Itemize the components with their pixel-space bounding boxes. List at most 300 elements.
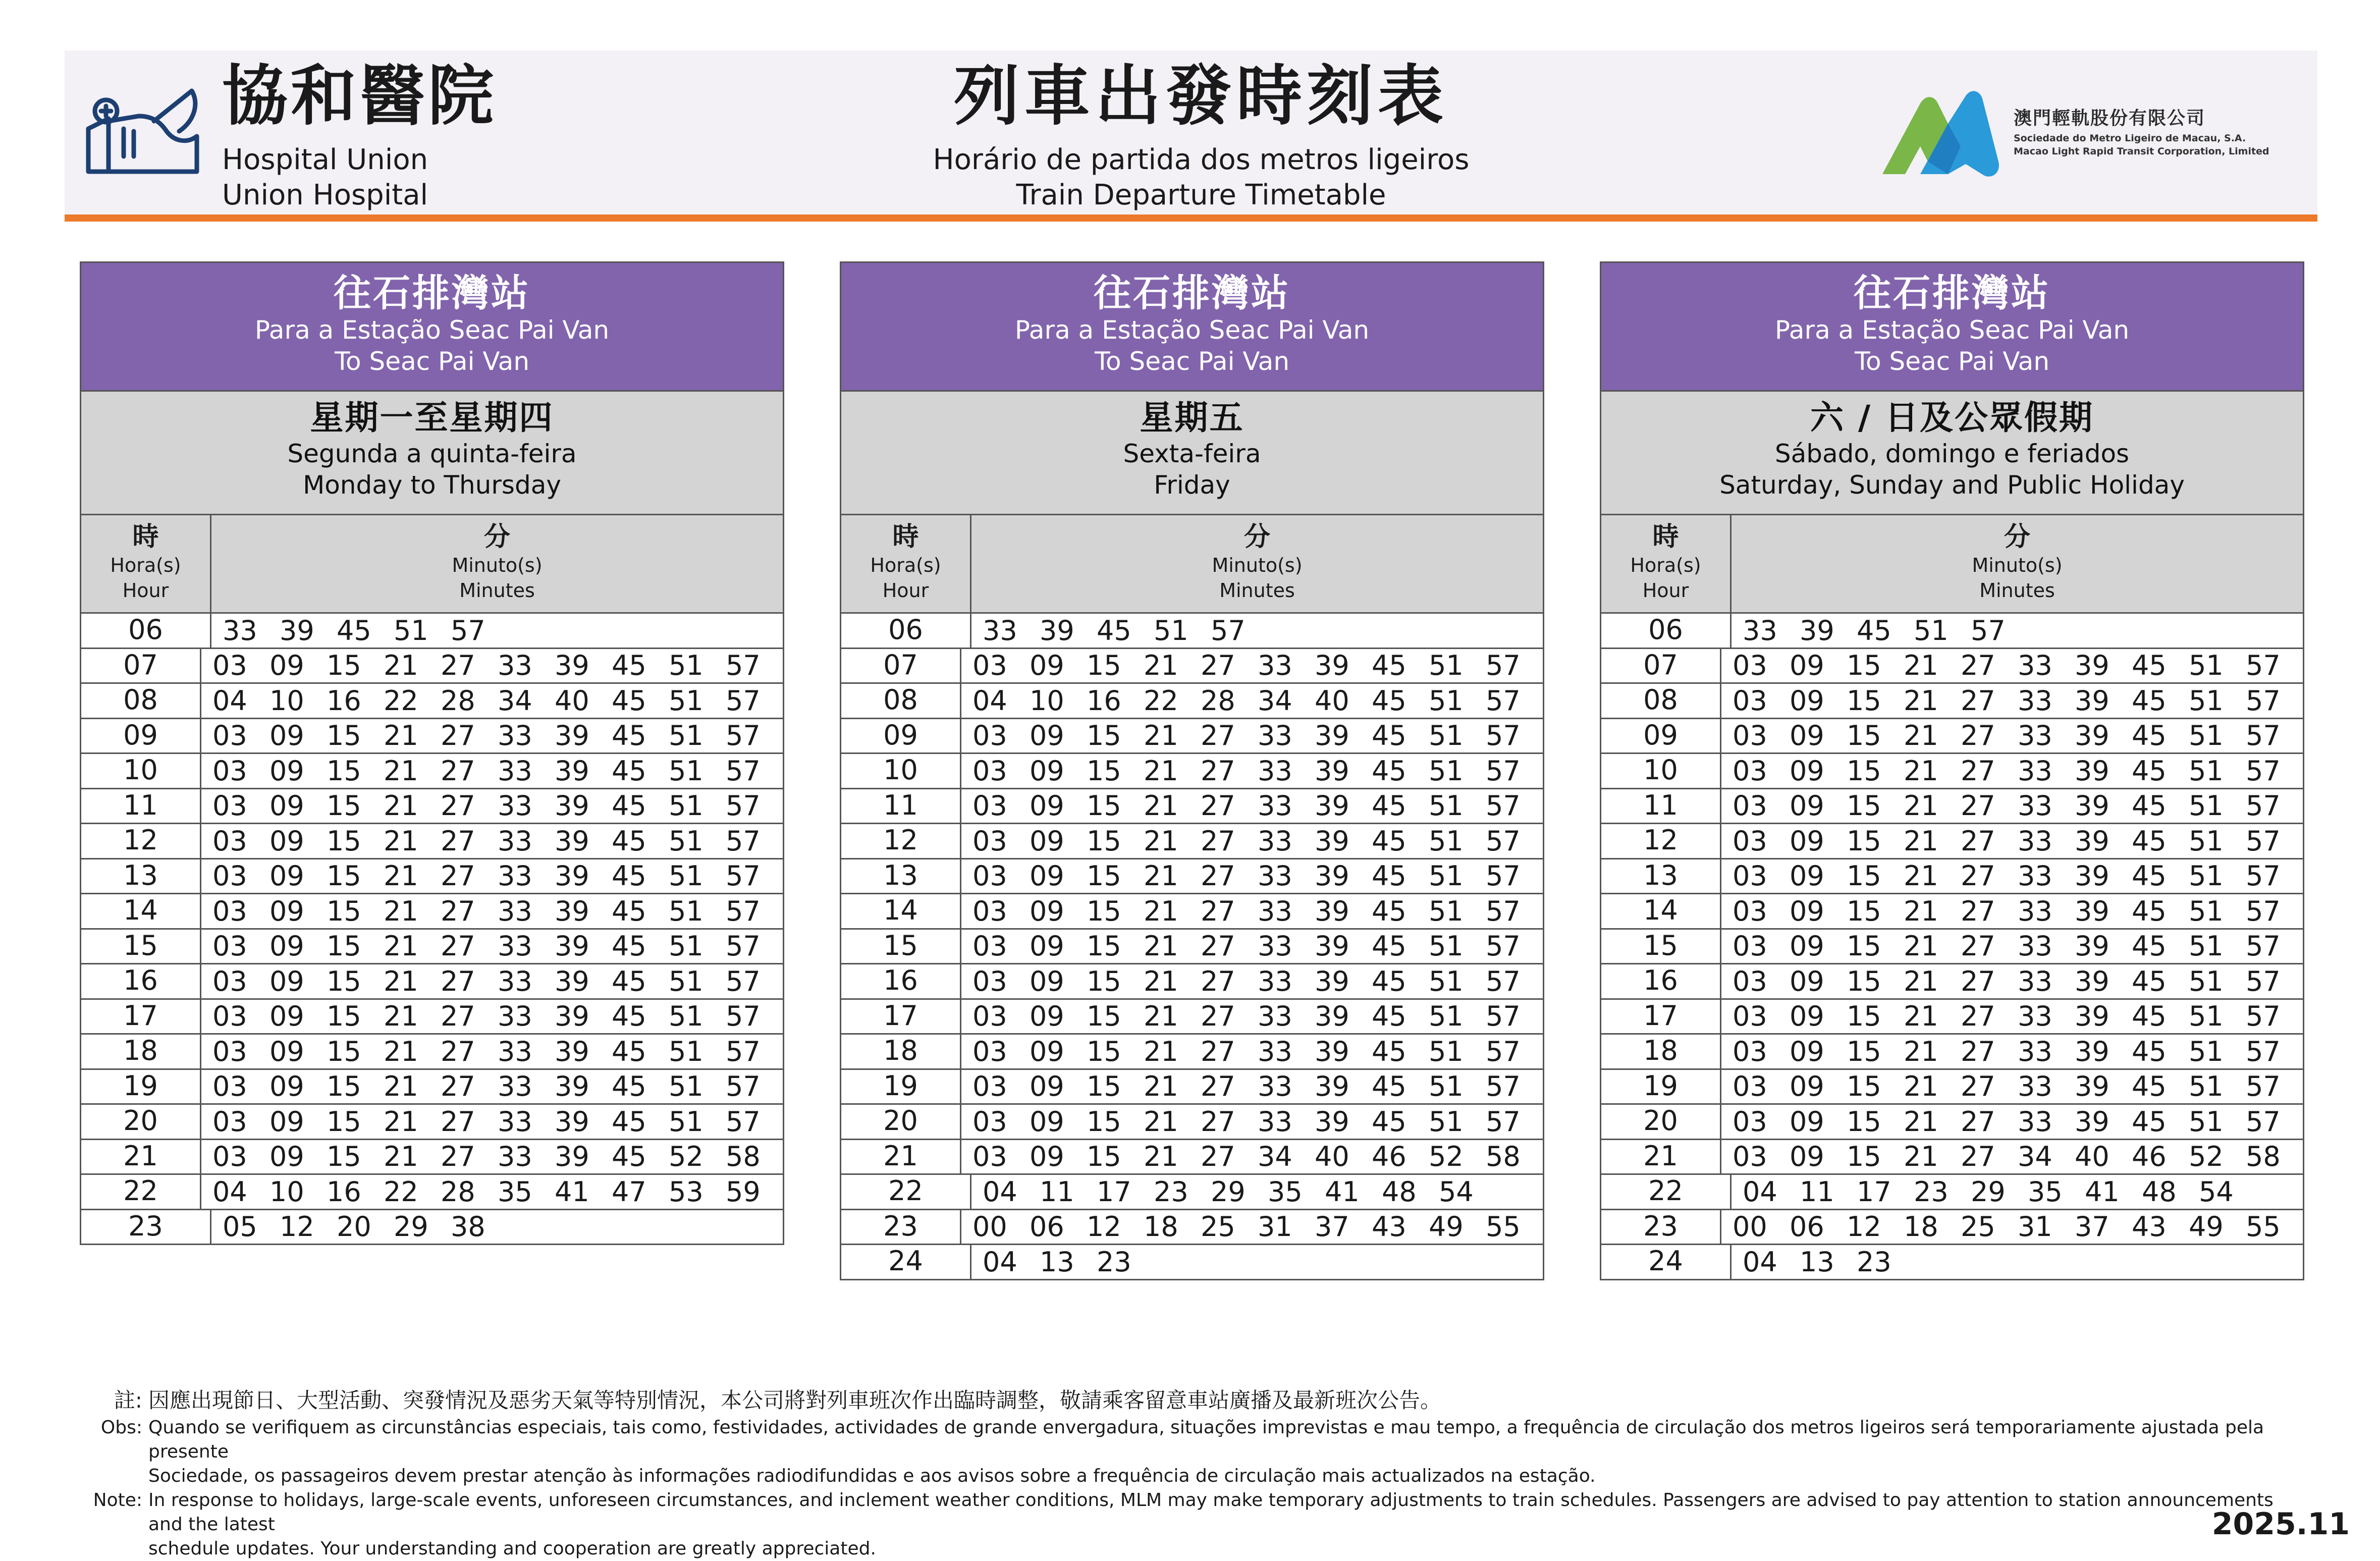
- hour-header-zh: 時: [1652, 522, 1679, 552]
- minute-value: 39: [555, 1035, 589, 1067]
- hour-cell: 13: [1601, 859, 1721, 893]
- minute-value: 45: [1372, 790, 1407, 822]
- minute-value: 39: [555, 895, 589, 927]
- minute-value: 51: [394, 614, 428, 647]
- minute-value: 45: [612, 1000, 646, 1033]
- minute-value: 57: [2246, 650, 2281, 682]
- minutes-cell: [1721, 965, 2303, 997]
- minute-value: 57: [726, 755, 761, 787]
- minute-value: 03: [972, 790, 1007, 822]
- minute-value: 45: [1372, 860, 1407, 892]
- note-en: [81, 1488, 2311, 1561]
- minute-value: 09: [1790, 1035, 1824, 1067]
- minute-value: 43: [2132, 1211, 2167, 1243]
- minute-value: 03: [212, 755, 247, 787]
- minute-value: 33: [1258, 1000, 1292, 1033]
- minutes-column-header: [971, 515, 1543, 612]
- minute-value: 33: [498, 1000, 532, 1033]
- hour-cell: 20: [1601, 1105, 1721, 1139]
- minute-value: 15: [327, 930, 361, 962]
- minute-value: 39: [555, 930, 589, 962]
- minute-value: 57: [1486, 790, 1521, 822]
- minute-value: 21: [1904, 1105, 1938, 1138]
- hour-cell: 06: [841, 614, 971, 648]
- minute-value: 57: [2246, 1000, 2281, 1033]
- minutes-cell: [1721, 895, 2303, 927]
- minute-value: 09: [1030, 720, 1064, 752]
- minute-value: 40: [2075, 1141, 2109, 1173]
- minute-value: 21: [1904, 684, 1938, 717]
- minute-value: 57: [1486, 930, 1521, 962]
- minute-value: 03: [1733, 965, 1767, 997]
- destination-pt: Para a Estação Seac Pai Van: [254, 315, 610, 345]
- note-en-text-line2: schedule updates. Your understanding and cooperation are greatly appreciated.: [148, 1538, 876, 1559]
- minute-value: 33: [2018, 1035, 2052, 1067]
- table-row: [1600, 1105, 2304, 1140]
- minute-value: 35: [1268, 1175, 1303, 1208]
- minute-value: 09: [269, 1141, 304, 1173]
- minute-value: 16: [327, 1175, 361, 1208]
- minute-value: 39: [1315, 755, 1349, 787]
- hour-cell: 22: [1601, 1175, 1732, 1209]
- minute-value: 39: [1315, 1000, 1349, 1033]
- hour-cell: 08: [841, 684, 961, 718]
- timetable-panel-mon-thu: [80, 261, 784, 1245]
- minutes-cell: [1721, 1211, 2303, 1243]
- company-name-zh: 澳門輕軌股份有限公司: [2014, 108, 2206, 129]
- minute-value: 11: [1800, 1175, 1834, 1208]
- minute-value: 17: [1857, 1175, 1891, 1208]
- table-row: [1600, 649, 2304, 684]
- minutes-cell: [201, 650, 783, 681]
- page-title-en: Train Departure Timetable: [1016, 179, 1386, 211]
- minute-value: 27: [1201, 1035, 1235, 1067]
- minute-value: 06: [1030, 1211, 1064, 1243]
- table-row: [1600, 1210, 2304, 1246]
- minute-value: 33: [1258, 790, 1292, 822]
- minute-value: 45: [612, 684, 646, 717]
- minute-value: 03: [972, 1141, 1007, 1173]
- minute-value: 53: [669, 1175, 704, 1208]
- table-row: [840, 614, 1544, 649]
- minute-value: 22: [384, 1175, 418, 1208]
- minute-value: 48: [1382, 1175, 1417, 1208]
- minute-value: 33: [2018, 650, 2052, 682]
- minute-value: 03: [972, 755, 1007, 787]
- minute-value: 09: [1790, 825, 1824, 857]
- minute-value: 15: [1847, 1035, 1881, 1067]
- note-zh-label: 註:: [114, 1388, 142, 1413]
- minute-value: 28: [441, 684, 475, 717]
- minute-value: 27: [441, 650, 475, 682]
- minute-value: 51: [1429, 860, 1464, 892]
- minutes-header-pt: Minuto(s): [1212, 554, 1303, 576]
- hour-cell: 07: [841, 649, 961, 683]
- minute-value: 16: [327, 684, 361, 717]
- table-row: [80, 859, 784, 895]
- minute-value: 51: [1914, 614, 1949, 647]
- minute-value: 03: [972, 1070, 1007, 1103]
- minute-value: 45: [2132, 895, 2167, 927]
- minutes-cell: [971, 1246, 1543, 1278]
- minute-value: 27: [1201, 790, 1235, 822]
- minute-value: 51: [1429, 684, 1464, 717]
- hour-cell: 20: [841, 1105, 961, 1139]
- minute-value: 04: [1743, 1175, 1777, 1208]
- table-row: [1600, 754, 2304, 789]
- hour-column-header: [81, 515, 211, 612]
- minute-value: 11: [1040, 1175, 1074, 1208]
- minute-value: 21: [1904, 720, 1938, 752]
- minute-value: 57: [1486, 1000, 1521, 1033]
- minute-value: 51: [1429, 790, 1464, 822]
- minutes-cell: [961, 1141, 1543, 1172]
- minutes-cell: [201, 825, 783, 857]
- minute-value: 34: [1258, 684, 1292, 717]
- minute-value: 46: [2132, 1141, 2167, 1173]
- minute-value: 15: [1087, 1070, 1121, 1103]
- minute-value: 45: [2132, 1000, 2167, 1033]
- minute-value: 51: [2189, 1035, 2224, 1067]
- minute-value: 33: [498, 1105, 532, 1138]
- table-row: [840, 789, 1544, 825]
- destination-header: [1600, 261, 2304, 392]
- minute-value: 15: [327, 755, 361, 787]
- hour-column-header: [1601, 515, 1732, 612]
- table-row: [1600, 1140, 2304, 1175]
- minute-value: 09: [269, 790, 304, 822]
- minute-value: 00: [1733, 1211, 1767, 1243]
- minute-value: 09: [1030, 895, 1064, 927]
- timetable-panel-weekend: [1600, 261, 2304, 1280]
- minute-value: 39: [555, 650, 589, 682]
- minute-value: 27: [1961, 1035, 1995, 1067]
- minute-value: 15: [1847, 684, 1881, 717]
- destination-header: [840, 261, 1544, 392]
- table-row: [1600, 719, 2304, 755]
- minute-value: 15: [1847, 930, 1881, 962]
- company-name-en: Macao Light Rapid Transit Corporation, Limited: [2014, 146, 2269, 157]
- minute-value: 45: [2132, 790, 2167, 822]
- minute-value: 45: [1372, 1000, 1407, 1033]
- minute-value: 09: [1790, 860, 1824, 892]
- minute-value: 39: [2075, 895, 2109, 927]
- table-row: [80, 824, 784, 859]
- minute-value: 17: [1097, 1175, 1131, 1208]
- table-row: [80, 754, 784, 789]
- hour-cell: 11: [1601, 789, 1721, 823]
- minute-value: 09: [1790, 965, 1824, 997]
- minute-value: 39: [555, 965, 589, 997]
- timetable-panel-fri: [840, 261, 1544, 1280]
- minute-value: 54: [2199, 1175, 2234, 1208]
- column-headers: [80, 515, 784, 614]
- day-zh: 六 / 日及公眾假期: [1810, 398, 2094, 437]
- hour-cell: 19: [1601, 1070, 1721, 1104]
- table-row: [1600, 1035, 2304, 1070]
- minute-value: 33: [983, 614, 1017, 647]
- minute-value: 51: [2189, 684, 2224, 717]
- hour-header-pt: Hora(s): [110, 554, 181, 576]
- minute-value: 09: [269, 755, 304, 787]
- minute-value: 40: [1315, 684, 1349, 717]
- hour-cell: 16: [81, 964, 201, 998]
- minute-value: 21: [1144, 720, 1178, 752]
- minute-value: 10: [269, 684, 304, 717]
- minute-value: 27: [1961, 684, 1995, 717]
- minute-value: 51: [669, 965, 704, 997]
- table-row: [840, 1070, 1544, 1105]
- minute-value: 21: [384, 895, 418, 927]
- table-row: [840, 859, 1544, 895]
- hour-header-zh: 時: [132, 522, 159, 552]
- minute-value: 51: [2189, 755, 2224, 787]
- minute-value: 21: [1144, 1141, 1178, 1173]
- table-row: [80, 964, 784, 1000]
- minute-value: 45: [612, 825, 646, 857]
- minute-value: 33: [1258, 965, 1292, 997]
- minutes-cell: [961, 790, 1543, 822]
- minute-value: 52: [669, 1141, 704, 1173]
- minutes-cell: [961, 1036, 1543, 1067]
- minute-value: 15: [327, 650, 361, 682]
- minutes-cell: [201, 720, 783, 751]
- hour-header-en: Hour: [122, 579, 169, 602]
- minute-value: 40: [1315, 1141, 1349, 1173]
- minute-value: 51: [2189, 860, 2224, 892]
- minute-value: 12: [280, 1211, 314, 1243]
- minute-value: 33: [2018, 755, 2052, 787]
- hour-cell: 18: [1601, 1035, 1721, 1068]
- minute-value: 21: [1144, 1035, 1178, 1067]
- minute-value: 21: [1904, 1141, 1938, 1173]
- minute-value: 39: [555, 720, 589, 752]
- minute-value: 15: [327, 1141, 361, 1173]
- minute-value: 51: [1429, 1105, 1464, 1138]
- minutes-cell: [961, 1211, 1543, 1243]
- minute-value: 57: [451, 614, 485, 647]
- note-pt-text-line2: Sociedade, os passageiros devem prestar atenção às informações radiodifundidas e aos avisos sobre a frequência de circulação mais actualizados na estação.: [148, 1466, 1596, 1486]
- hour-cell: 12: [81, 824, 201, 858]
- minute-value: 57: [1486, 1035, 1521, 1067]
- footnotes: [81, 1385, 2311, 1561]
- minute-value: 27: [441, 790, 475, 822]
- minute-value: 09: [269, 860, 304, 892]
- minute-value: 03: [972, 895, 1007, 927]
- minute-value: 45: [1372, 1105, 1407, 1138]
- minutes-cell: [1732, 1246, 2303, 1278]
- table-row: [1600, 1070, 2304, 1105]
- table-row: [840, 930, 1544, 965]
- minutes-column-header: [1732, 515, 2303, 612]
- table-row: [80, 719, 784, 755]
- minute-value: 27: [1201, 755, 1235, 787]
- minute-value: 45: [612, 720, 646, 752]
- minute-value: 15: [327, 720, 361, 752]
- minute-value: 57: [726, 684, 761, 717]
- minute-value: 29: [394, 1211, 428, 1243]
- day-en: Friday: [1154, 470, 1230, 500]
- hour-header-en: Hour: [1642, 579, 1689, 602]
- minute-value: 21: [1904, 860, 1938, 892]
- hour-cell: 23: [841, 1210, 961, 1244]
- minute-value: 27: [441, 720, 475, 752]
- minute-value: 15: [327, 1000, 361, 1033]
- minute-value: 13: [1040, 1246, 1074, 1278]
- minute-value: 23: [1097, 1246, 1131, 1278]
- minute-value: 58: [2246, 1141, 2281, 1173]
- minute-value: 15: [327, 1070, 361, 1103]
- minute-value: 03: [972, 650, 1007, 682]
- minutes-cell: [1721, 1070, 2303, 1102]
- minute-value: 51: [1429, 895, 1464, 927]
- minute-value: 21: [1144, 965, 1178, 997]
- minute-value: 39: [1800, 614, 1834, 647]
- minute-value: 33: [1258, 1070, 1292, 1103]
- minute-value: 39: [2075, 860, 2109, 892]
- minute-value: 58: [1486, 1141, 1521, 1173]
- day-zh: 星期一至星期四: [310, 398, 554, 437]
- minutes-cell: [201, 1070, 783, 1102]
- minute-value: 51: [2189, 965, 2224, 997]
- minute-value: 51: [669, 895, 704, 927]
- minute-value: 09: [269, 1000, 304, 1033]
- minute-value: 23: [1857, 1246, 1891, 1278]
- hour-cell: 10: [841, 754, 961, 788]
- minutes-cell: [961, 895, 1543, 927]
- minute-value: 27: [1961, 930, 1995, 962]
- table-row: [840, 684, 1544, 719]
- note-pt: [81, 1416, 2311, 1488]
- minutes-cell: [201, 790, 783, 822]
- minute-value: 21: [1144, 1070, 1178, 1103]
- hour-column-header: [841, 515, 971, 612]
- minute-value: 09: [269, 1070, 304, 1103]
- minute-value: 45: [612, 860, 646, 892]
- minutes-cell: [961, 755, 1543, 787]
- table-row: [840, 1000, 1544, 1035]
- minute-value: 33: [498, 825, 532, 857]
- minute-value: 15: [327, 790, 361, 822]
- minute-value: 15: [1087, 1141, 1121, 1173]
- minute-value: 39: [2075, 650, 2109, 682]
- minute-value: 09: [269, 1105, 304, 1138]
- destination-zh: 往石排灣站: [334, 272, 530, 315]
- minute-value: 57: [1486, 755, 1521, 787]
- minute-value: 51: [1429, 930, 1464, 962]
- minute-value: 33: [1258, 860, 1292, 892]
- minute-value: 03: [972, 930, 1007, 962]
- column-headers: [1600, 515, 2304, 614]
- minute-value: 21: [1904, 650, 1938, 682]
- minute-value: 15: [1087, 790, 1121, 822]
- hour-cell: 24: [841, 1245, 971, 1279]
- minute-value: 45: [1372, 825, 1407, 857]
- minute-value: 27: [1961, 790, 1995, 822]
- minute-value: 05: [223, 1211, 257, 1243]
- minute-value: 27: [1201, 1000, 1235, 1033]
- minute-value: 12: [1087, 1211, 1121, 1243]
- minute-value: 39: [2075, 965, 2109, 997]
- minute-value: 03: [212, 860, 247, 892]
- minute-value: 09: [269, 895, 304, 927]
- minute-value: 09: [1790, 755, 1824, 787]
- minute-value: 29: [1211, 1175, 1246, 1208]
- table-row: [80, 684, 784, 719]
- minute-value: 03: [1733, 720, 1767, 752]
- minute-value: 27: [1961, 755, 1995, 787]
- minutes-cell: [961, 1000, 1543, 1032]
- minute-value: 39: [2075, 1105, 2109, 1138]
- minute-value: 57: [1486, 1070, 1521, 1103]
- minute-value: 51: [1429, 965, 1464, 997]
- minute-value: 27: [441, 1035, 475, 1067]
- minute-value: 03: [212, 790, 247, 822]
- minute-value: 15: [1087, 965, 1121, 997]
- minutes-cell: [1721, 1036, 2303, 1067]
- minutes-header-en: Minutes: [1979, 579, 2055, 602]
- minutes-cell: [961, 1106, 1543, 1138]
- minute-value: 09: [1790, 1105, 1824, 1138]
- minute-value: 09: [1030, 1105, 1064, 1138]
- minute-value: 39: [1315, 720, 1349, 752]
- minute-value: 57: [1211, 614, 1246, 647]
- minute-value: 39: [2075, 1035, 2109, 1067]
- minute-value: 34: [498, 684, 532, 717]
- minute-value: 21: [384, 1070, 418, 1103]
- minute-value: 45: [612, 1035, 646, 1067]
- minute-value: 27: [1961, 720, 1995, 752]
- minute-value: 03: [972, 1000, 1007, 1033]
- minute-value: 57: [2246, 684, 2281, 717]
- minute-value: 03: [212, 1035, 247, 1067]
- minute-value: 15: [1087, 650, 1121, 682]
- hour-cell: 06: [1601, 614, 1732, 648]
- minute-value: 57: [1486, 720, 1521, 752]
- page-title-zh: 列車出發時刻表: [953, 58, 1448, 134]
- minute-value: 21: [384, 1105, 418, 1138]
- minute-value: 09: [1030, 1000, 1064, 1033]
- minute-value: 21: [384, 720, 418, 752]
- minute-value: 51: [1429, 650, 1464, 682]
- minutes-cell: [1721, 1000, 2303, 1032]
- minute-value: 33: [2018, 1070, 2052, 1103]
- minute-value: 39: [280, 614, 314, 647]
- minute-value: 51: [669, 755, 704, 787]
- day-en: Saturday, Sunday and Public Holiday: [1719, 470, 2185, 500]
- minute-value: 57: [726, 1000, 761, 1033]
- minute-value: 27: [1201, 650, 1235, 682]
- minute-value: 58: [726, 1141, 761, 1173]
- minute-value: 55: [2246, 1211, 2281, 1243]
- minute-value: 39: [2075, 755, 2109, 787]
- minutes-cell: [201, 860, 783, 892]
- table-row: [840, 1175, 1544, 1210]
- table-row: [840, 824, 1544, 859]
- minute-value: 09: [1790, 1070, 1824, 1103]
- minute-value: 31: [1258, 1211, 1292, 1243]
- table-row: [1600, 789, 2304, 825]
- table-row: [80, 1210, 784, 1246]
- minute-value: 45: [2132, 1105, 2167, 1138]
- minute-value: 22: [384, 684, 418, 717]
- minute-value: 51: [669, 1070, 704, 1103]
- minute-value: 45: [2132, 1035, 2167, 1067]
- hour-header-en: Hour: [882, 579, 929, 602]
- minutes-header-zh: 分: [483, 522, 510, 552]
- table-row: [80, 1175, 784, 1210]
- minute-value: 21: [1144, 930, 1178, 962]
